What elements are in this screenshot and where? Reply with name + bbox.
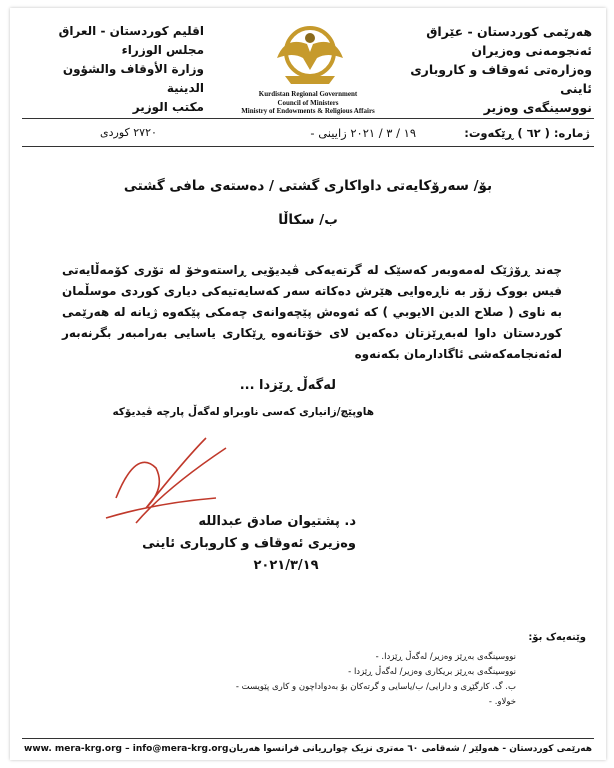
header-right-line: هەرێمی کوردستان - عێراق <box>426 24 592 39</box>
attachment-note: هاوپێچ/زانیاری کەسی ناوبراو لەگەڵ پارچە ڤیدیۆکە <box>112 406 374 418</box>
header-right-line: وەزارەتی ئەوقاف و کاروباری ئاینی <box>410 62 592 96</box>
copy-item: نووسینگەی بەڕێز وەزیر/ لەگەڵ ڕێزدا. - <box>216 650 516 665</box>
reference-number: ژمارە: ( ٦٢ ) ڕێکەوت: <box>464 126 590 140</box>
reference-kurdish-date: ٢٧٢٠ کوردی <box>100 126 157 139</box>
footer-divider <box>22 738 594 739</box>
header-right-line: نووسینگەی وەزیر <box>483 100 592 115</box>
copy-item: خولاو. - <box>216 695 516 710</box>
krg-emblem-logo <box>255 18 365 88</box>
header-left-block <box>24 22 204 117</box>
header-right-block <box>382 22 592 117</box>
signatory-block <box>116 511 356 577</box>
recipient-line: بۆ/ سەرۆکایەتی داواکاری گشتی / دەستەی مافی گشتی <box>123 178 493 194</box>
reference-date: ١٩ / ٣ / ٢٠٢١ زایینی - <box>310 126 416 140</box>
footer-contact: www. mera-krg.org – info@mera-krg.org <box>24 744 229 754</box>
subject-line: ب/ سکاڵا <box>278 212 338 228</box>
logo-caption <box>206 90 410 116</box>
header-left-line: مكتب الوزير <box>132 100 204 114</box>
reference-divider <box>22 146 594 147</box>
copies-list <box>216 650 516 710</box>
logo-caption-line: Council of Ministers <box>277 98 339 107</box>
header-left-line: وزارة الأوقاف والشؤون الدينية <box>62 62 204 95</box>
closing-regards: لەگەڵ ڕێزدا ... <box>239 378 336 393</box>
logo-caption-line: Ministry of Endowments & Religious Affairs <box>241 107 375 115</box>
letter-body: چەند ڕۆژێک لەمەوبەر کەسێک لە گرتەیەکی ڤیدیۆیی ڕاستەوخۆ لە تۆری کۆمەڵایەتی فیس بووک زۆر بە ناڕەوایی هێرش دەکاتە سەر کەسایەتیەکی دیاری کوردی موسڵمان بە ناوی ( صلاح الدين الايوبي ) کە ئەوەش پێچەوانەی چەمکی پێکەوە ژیانە لە هەرێمی کوردستان داوا لەبەڕێزتان دەکەین لای خۆتانەوە ڕێکاری یاسایی بەرامبەر بگرنەبەر لەئەنجامەکەشی ئاگادارمان بکەنەوە <box>62 263 562 361</box>
copies-title: وێنەیەک بۆ: <box>528 632 586 643</box>
header-divider <box>22 118 594 119</box>
logo-caption-line: Kurdistan Regional Government <box>258 90 358 98</box>
signatory-title: وەزیری ئەوقاف و کاروباری ئاینی <box>142 536 356 551</box>
letter-page <box>10 8 606 760</box>
copy-item: ب. گ. کارگێڕی و دارایی/ ب/یاسایی و گرتەکان بۆ بەدواداچون و کاری پێویست - <box>216 680 516 695</box>
signature-date: ٢٠٢١/٣/١٩ <box>253 558 319 573</box>
footer-address: هەرێمی کوردستان - هەولێر / شەقامی ٦٠ مەتری نزیک چوارڕیانی فرانسوا هەریان <box>228 744 592 754</box>
copy-item: نووسینگەی بەڕێز بریکاری وەزیر/ لەگەڵ ڕێزدا - <box>216 665 516 680</box>
header-right-line: ئەنجومەنی وەزیران <box>471 43 592 58</box>
header-left-line: اقليم كوردستان - العراق <box>58 24 204 38</box>
signatory-name: د. پشتیوان صادق عبدالله <box>198 514 356 529</box>
header-left-line: مجلس الوزراء <box>121 43 204 57</box>
